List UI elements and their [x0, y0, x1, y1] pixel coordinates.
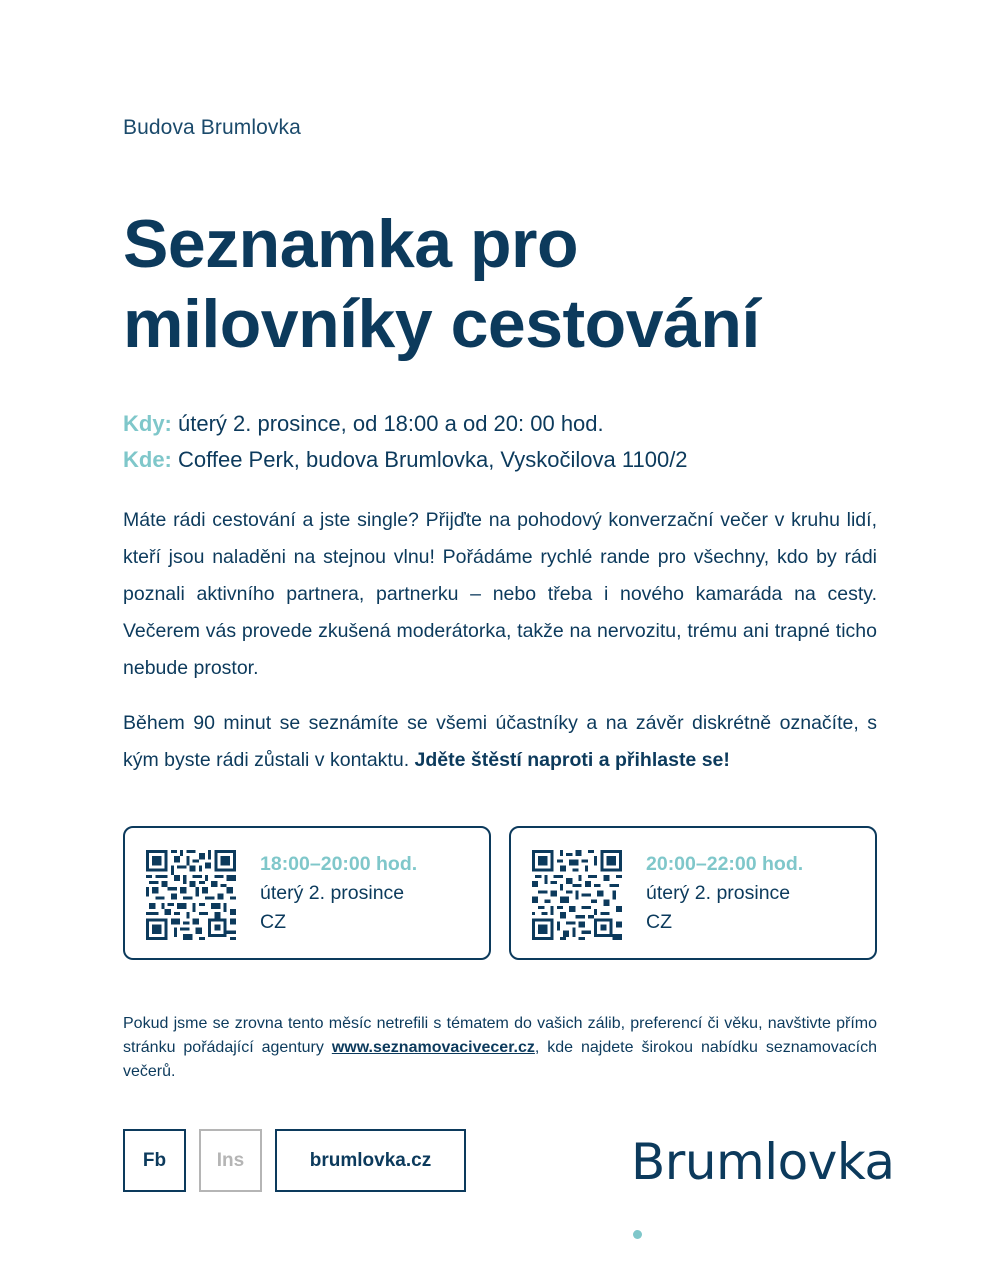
title-line-2: milovníky cestování	[123, 286, 760, 362]
where-label: Kde:	[123, 447, 172, 472]
qr-code-icon[interactable]	[146, 850, 236, 940]
session-card-1[interactable]	[123, 826, 491, 960]
page-title	[123, 204, 760, 364]
logo-text: Brumlovka	[631, 1133, 895, 1191]
building-name: Budova Brumlovka	[123, 116, 301, 139]
session-date: úterý 2. prosince	[260, 882, 405, 904]
logo-dot-icon	[633, 1230, 642, 1239]
where-row	[123, 442, 688, 478]
when-value: úterý 2. prosince, od 18:00 a od 20: 00 hod.	[171, 411, 604, 436]
session-date: úterý 2. prosince	[646, 882, 791, 904]
session-card-2[interactable]	[509, 826, 877, 960]
instagram-button[interactable]: Ins	[199, 1129, 262, 1192]
cta-paragraph	[123, 705, 877, 779]
agency-link[interactable]: www.seznamovacivecer.cz	[331, 1039, 535, 1056]
session-time: 18:00–20:00 hod.	[260, 853, 418, 875]
session-language: CZ	[646, 911, 672, 933]
session-time: 20:00–22:00 hod.	[646, 853, 804, 875]
footer-text-before: Pokud jsme se zrovna tento měsíc netrefili s tématem do vašich zálib, preferencí či věku, navštivte přímo stránku pořádající agentury	[123, 1015, 877, 1056]
session-details	[260, 850, 417, 937]
qr-code-icon[interactable]	[532, 850, 622, 940]
description-paragraph: Máte rádi cestování a jste single? Přijďte na pohodový konverzační večer v kruhu lidí, kteří jsou naladěni na stejnou vlnu! Pořádáme rychlé rande pro všechny, kdo by rádi poznali aktivního partnera, partnerku – nebo třeba i nového kamaráda na cesty. Večerem vás provede zkušená moderátorka, takže na nervozitu, trému ani trapné ticho nebude prostor.	[123, 509, 877, 679]
where-value: Coffee Perk, budova Brumlovka, Vyskočilova 1100/2	[171, 447, 688, 472]
when-row	[123, 406, 688, 442]
cta-text: Během 90 minut se seznámíte se všemi účastníky a na závěr diskrétně označíte, s kým byste rádi zůstali v kontaktu.	[123, 712, 877, 771]
session-language: CZ	[260, 911, 286, 933]
footer-note	[123, 1012, 877, 1084]
website-button[interactable]: brumlovka.cz	[275, 1129, 466, 1192]
cta-bold: Jděte štěstí naproti a přihlaste se!	[414, 749, 730, 771]
brumlovka-logo	[631, 1132, 895, 1252]
footer-text-after: , kde najdete širokou nabídku seznamovacích večerů.	[123, 1039, 877, 1080]
title-line-1: Seznamka pro	[123, 206, 579, 282]
when-label: Kdy:	[123, 411, 172, 436]
event-info	[123, 406, 688, 478]
facebook-button[interactable]: Fb	[123, 1129, 186, 1192]
session-details	[646, 850, 803, 937]
